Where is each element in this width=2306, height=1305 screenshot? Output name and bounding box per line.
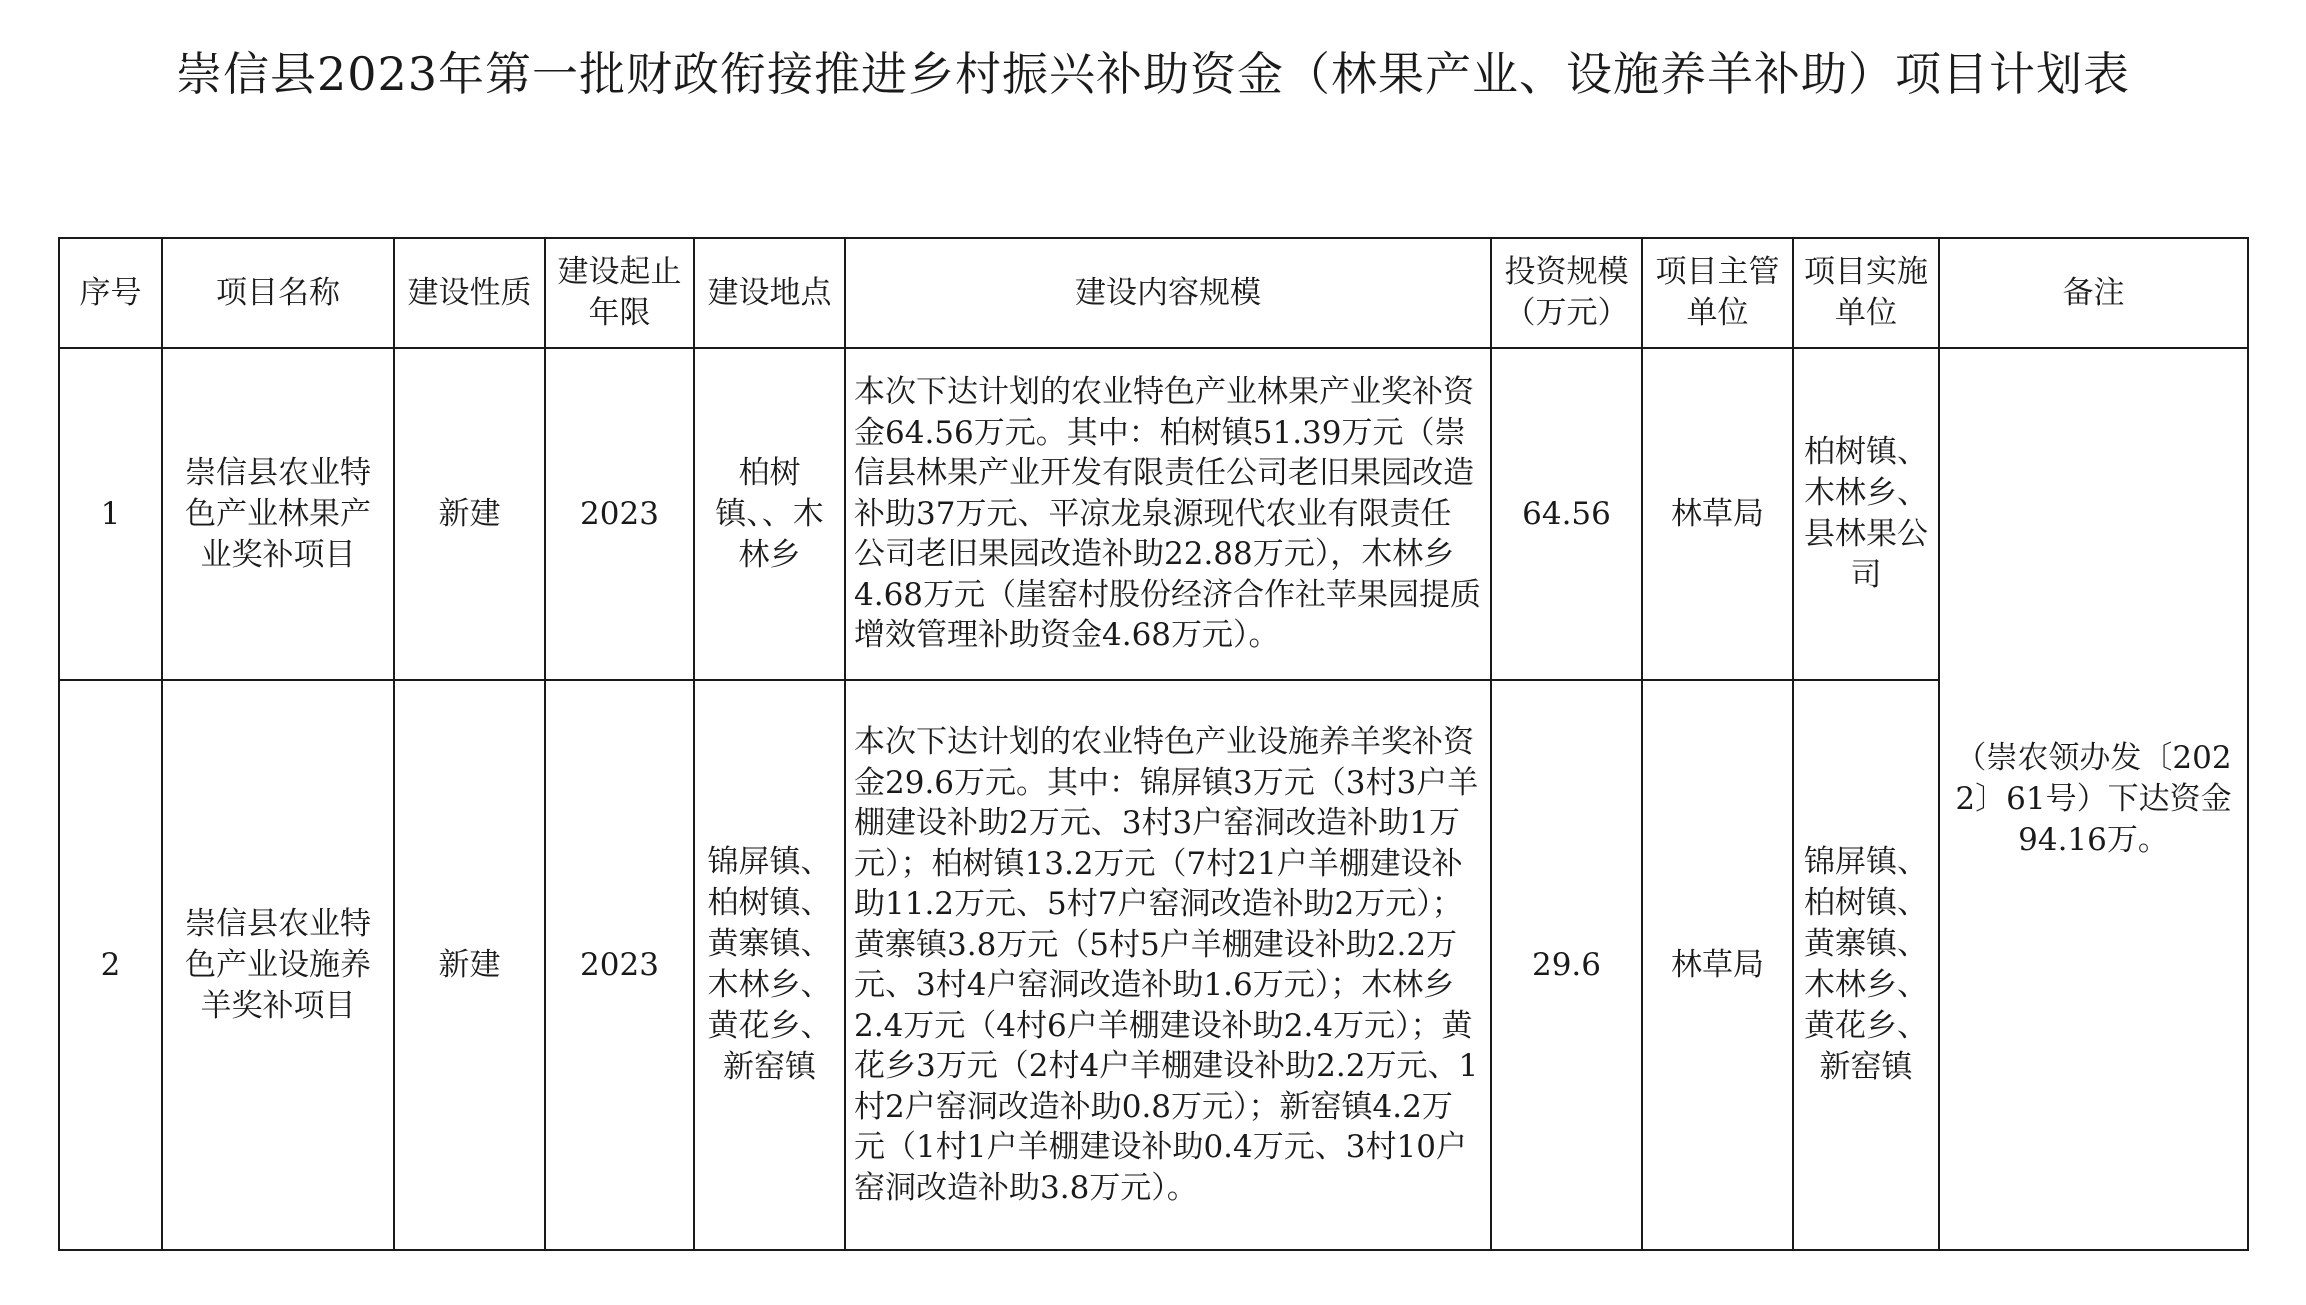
cell-investment: 64.56 bbox=[1491, 348, 1642, 680]
header-row bbox=[59, 238, 2248, 348]
project-plan-table bbox=[58, 237, 2249, 1251]
cell-location: 锦屏镇、柏树镇、黄寨镇、木林乡、黄花乡、新窑镇 bbox=[694, 680, 845, 1250]
cell-supervisor: 林草局 bbox=[1642, 680, 1793, 1250]
cell-content: 本次下达计划的农业特色产业设施养羊奖补资金29.6万元。其中：锦屏镇3万元（3村3户羊棚建设补助2万元、3村3户窑洞改造补助1万元）；柏树镇13.2万元（7村21户羊棚建设补助11.2万元、5村7户窑洞改造补助2万元）；黄寨镇3.8万元（5村5户羊棚建设补助2.2万元、3村4户窑洞改造补助1.6万元）；木林乡2.4万元（4村6户羊棚建设补助2.4万元）；黄花乡3万元（2村4户羊棚建设补助2.2万元、1村2户窑洞改造补助0.8万元）；新窑镇4.2万元（1村1户羊棚建设补助0.4万元、3村10户窑洞改造补助3.8万元）。 bbox=[845, 680, 1491, 1250]
header-implementer: 项目实施单位 bbox=[1793, 238, 1939, 348]
cell-years: 2023 bbox=[545, 348, 694, 680]
header-content: 建设内容规模 bbox=[845, 238, 1491, 348]
header-years: 建设起止年限 bbox=[545, 238, 694, 348]
cell-implementer: 锦屏镇、柏树镇、黄寨镇、木林乡、黄花乡、新窑镇 bbox=[1793, 680, 1939, 1250]
page-title: 崇信县2023年第一批财政衔接推进乡村振兴补助资金（林果产业、设施养羊补助）项目计划表 bbox=[175, 47, 2131, 101]
cell-nature: 新建 bbox=[394, 348, 545, 680]
cell-note: （崇农领办发〔2022〕61号）下达资金94.16万。 bbox=[1939, 348, 2248, 1250]
table-row bbox=[59, 680, 2248, 1250]
table-row bbox=[59, 348, 2248, 680]
cell-content: 本次下达计划的农业特色产业林果产业奖补资金64.56万元。其中：柏树镇51.39万元（崇信县林果产业开发有限责任公司老旧果园改造补助37万元、平凉龙泉源现代农业有限责任公司老旧果园改造补助22.88万元），木林乡4.68万元（崖窑村股份经济合作社苹果园提质增效管理补助资金4.68万元）。 bbox=[845, 348, 1491, 680]
cell-years: 2023 bbox=[545, 680, 694, 1250]
cell-seq: 2 bbox=[59, 680, 162, 1250]
header-supervisor: 项目主管单位 bbox=[1642, 238, 1793, 348]
cell-investment: 29.6 bbox=[1491, 680, 1642, 1250]
header-nature: 建设性质 bbox=[394, 238, 545, 348]
header-seq: 序号 bbox=[59, 238, 162, 348]
header-location: 建设地点 bbox=[694, 238, 845, 348]
header-investment: 投资规模（万元） bbox=[1491, 238, 1642, 348]
cell-name: 崇信县农业特色产业设施养羊奖补项目 bbox=[162, 680, 394, 1250]
header-name: 项目名称 bbox=[162, 238, 394, 348]
cell-name: 崇信县农业特色产业林果产业奖补项目 bbox=[162, 348, 394, 680]
header-note: 备注 bbox=[1939, 238, 2248, 348]
cell-location: 柏树镇、、木林乡 bbox=[694, 348, 845, 680]
cell-nature: 新建 bbox=[394, 680, 545, 1250]
cell-implementer: 柏树镇、木林乡、县林果公司 bbox=[1793, 348, 1939, 680]
cell-seq: 1 bbox=[59, 348, 162, 680]
cell-supervisor: 林草局 bbox=[1642, 348, 1793, 680]
